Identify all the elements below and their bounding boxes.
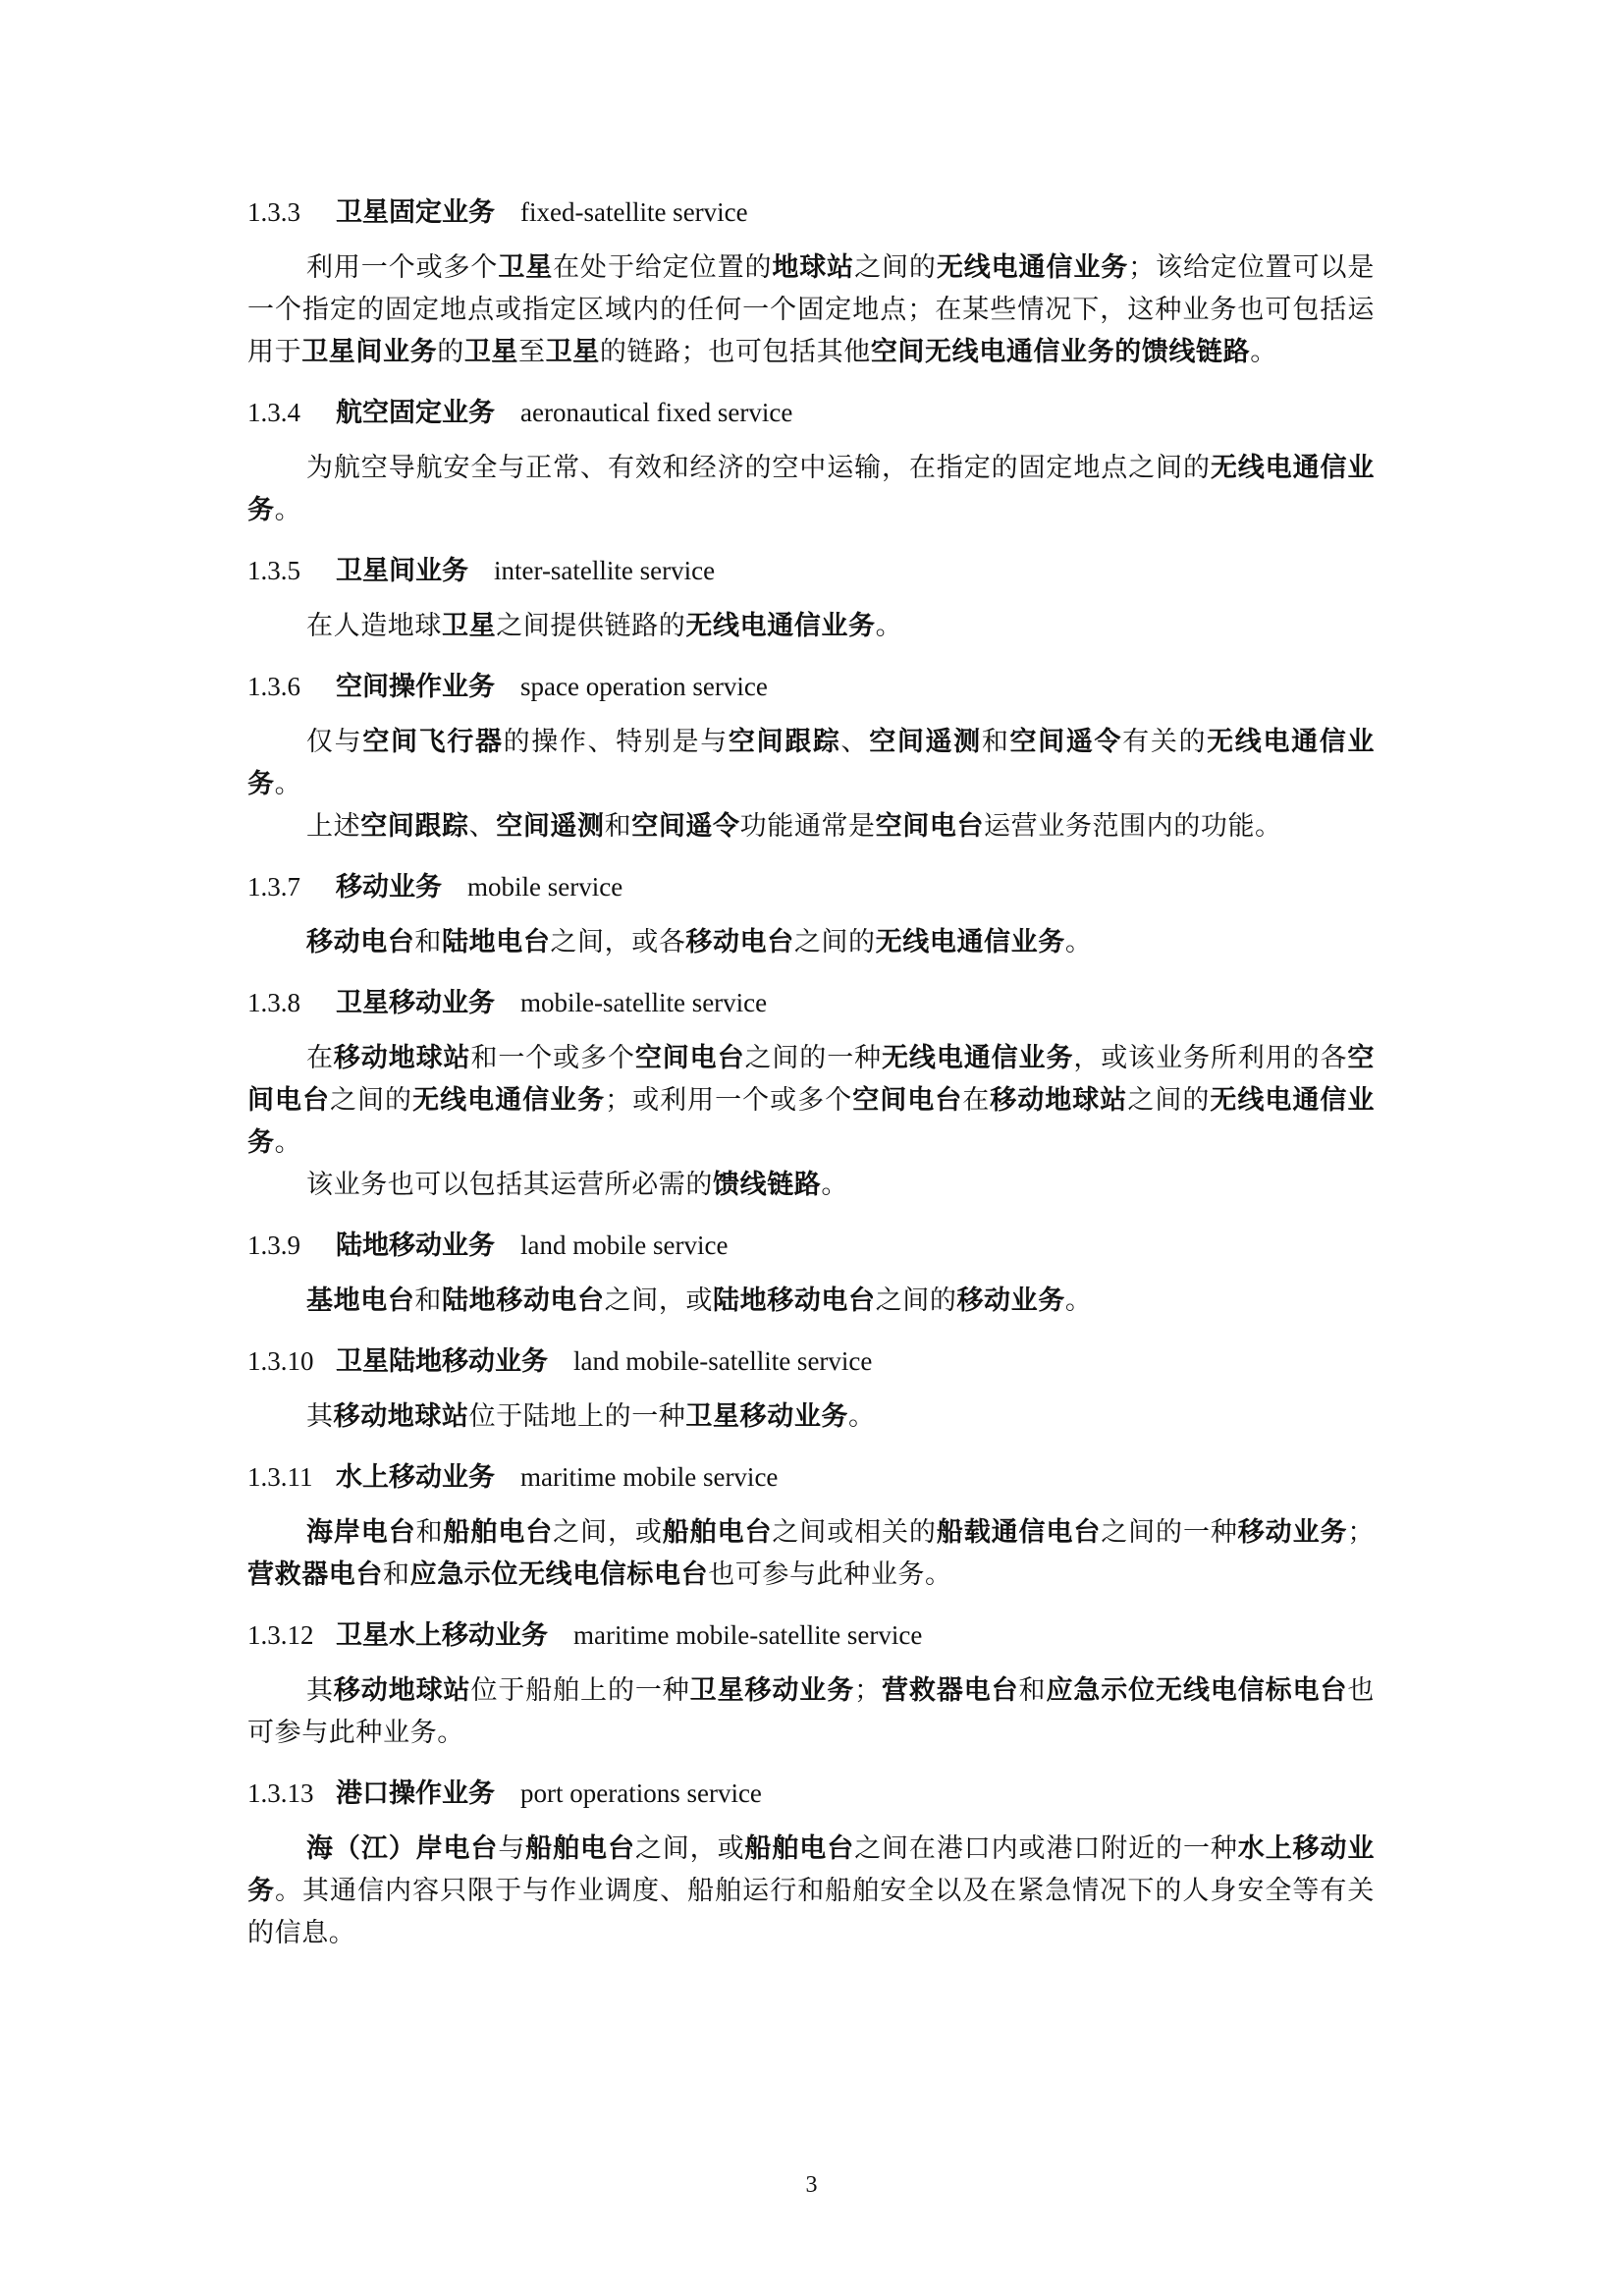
defined-term-reference: 移动电台 [685, 927, 794, 957]
term-english: mobile service [467, 872, 623, 902]
paragraph-text: 也可参与此种业务。 [247, 1675, 1375, 1748]
defined-term-reference: 空间遥测 [869, 727, 982, 757]
entry-heading [247, 1776, 1375, 1812]
entry-number: 1.3.7 [247, 872, 300, 902]
paragraph-text: 和 [415, 1517, 444, 1548]
definition-paragraph [247, 1828, 1375, 1954]
term-chinese: 卫星水上移动业务 [336, 1620, 548, 1651]
paragraph-text: ；该给定位置可以是一个指定的固定地点或指定区域内的任何一个固定地点；在某些情况下，这种业务也可包括运用于 [247, 252, 1375, 367]
defined-term-reference: 海岸电台 [306, 1517, 416, 1548]
paragraph-text: 。 [274, 1127, 302, 1158]
paragraph-text: 位于船舶上的一种 [470, 1675, 690, 1706]
definition-entry [247, 553, 1375, 647]
term-english: inter-satellite service [494, 556, 716, 585]
paragraph-text: 之间的 [330, 1085, 413, 1116]
paragraph-text: 其 [306, 1401, 334, 1432]
entry-number: 1.3.3 [247, 197, 300, 227]
entry-heading [247, 869, 1375, 905]
defined-term-reference: 船舶电台 [662, 1517, 773, 1548]
entry-number: 1.3.8 [247, 988, 300, 1017]
defined-term-reference: 卫星 [545, 337, 600, 367]
entry-heading [247, 985, 1375, 1021]
paragraph-text: 上述 [306, 811, 361, 842]
paragraph-text: 和 [981, 727, 1010, 757]
term-english: maritime mobile-satellite service [573, 1620, 923, 1650]
definition-paragraph [247, 1037, 1375, 1164]
paragraph-text: 之间，或 [604, 1285, 714, 1316]
paragraph-text: 在人造地球 [306, 611, 442, 641]
term-english: aeronautical fixed service [520, 398, 793, 427]
definition-entry [247, 869, 1375, 963]
defined-term-reference: 基地电台 [306, 1285, 415, 1316]
paragraph-text: 仅与 [306, 727, 363, 757]
paragraph-text: 在处于给定位置的 [553, 252, 773, 283]
defined-term-reference: 无线电通信业务 [247, 1085, 1375, 1158]
entry-number: 1.3.12 [247, 1620, 314, 1650]
entry-heading [247, 1228, 1375, 1264]
defined-term-reference: 空间跟踪 [728, 727, 841, 757]
defined-term-reference: 移动业务 [1237, 1517, 1348, 1548]
defined-term-reference: 空间遥令 [1009, 727, 1123, 757]
defined-term-reference: 营救器电台 [881, 1675, 1019, 1706]
paragraph-text: 在 [962, 1085, 991, 1116]
defined-term-reference: 移动地球站 [333, 1675, 471, 1706]
defined-term-reference: 无线电通信业务 [936, 252, 1129, 283]
paragraph-text: 之间的 [793, 927, 876, 957]
entry-heading [247, 553, 1375, 589]
entry-number: 1.3.10 [247, 1346, 314, 1376]
defined-term-reference: 空间电台 [634, 1043, 745, 1073]
paragraph-text: 之间提供链路的 [496, 611, 686, 641]
term-chinese: 陆地移动业务 [336, 1230, 495, 1261]
defined-term-reference: 空间飞行器 [362, 727, 504, 757]
entry-heading [247, 1617, 1375, 1654]
definition-paragraph [247, 605, 1375, 647]
defined-term-reference: 无线电通信业务 [247, 453, 1375, 525]
defined-term-reference: 卫星间业务 [301, 337, 438, 367]
definition-entry [247, 1776, 1375, 1954]
defined-term-reference: 无线电通信业务 [685, 611, 876, 641]
paragraph-text: 、 [468, 811, 497, 842]
defined-term-reference: 水上移动业务 [247, 1833, 1376, 1906]
entry-number: 1.3.6 [247, 672, 300, 701]
paragraph-text: 之间的一种 [744, 1043, 883, 1073]
entry-heading [247, 1459, 1375, 1496]
defined-term-reference: 无线电通信业务 [412, 1085, 606, 1116]
paragraph-text: 其 [306, 1675, 334, 1706]
definition-entry [247, 669, 1375, 847]
paragraph-text: 之间在港口内或港口附近的一种 [854, 1833, 1238, 1864]
paragraph-text: 之间的一种 [1101, 1517, 1238, 1548]
paragraph-text: 和 [1018, 1675, 1047, 1706]
definition-paragraph [247, 447, 1375, 531]
paragraph-text: 和 [383, 1559, 410, 1590]
paragraph-text: ； [1347, 1517, 1376, 1548]
paragraph-text: 的链路；也可包括其他 [599, 337, 871, 367]
paragraph-text: ；或利用一个或多个 [605, 1085, 853, 1116]
defined-term-reference: 营救器电台 [247, 1559, 383, 1590]
paragraph-text: 之间，或 [634, 1833, 745, 1864]
paragraph-text: ，或该业务所利用的各 [1073, 1043, 1348, 1073]
defined-term-reference: 空间电台 [247, 1043, 1376, 1116]
paragraph-text: 之间，或 [553, 1517, 663, 1548]
definition-entry [247, 1228, 1375, 1322]
paragraph-text: 与 [498, 1833, 526, 1864]
defined-term-reference: 应急示位无线电信标电台 [409, 1559, 709, 1590]
paragraph-text: 之间的 [1127, 1085, 1211, 1116]
defined-term-reference: 移动地球站 [333, 1401, 469, 1432]
defined-term-reference: 移动业务 [956, 1285, 1065, 1316]
defined-term-reference: 船载通信电台 [936, 1517, 1102, 1548]
definition-paragraph [247, 721, 1375, 805]
term-chinese: 航空固定业务 [336, 398, 495, 428]
defined-term-reference: 陆地移动电台 [713, 1285, 876, 1316]
term-chinese: 移动业务 [336, 872, 442, 902]
definition-paragraph [247, 1669, 1375, 1754]
definition-entry [247, 395, 1375, 531]
defined-term-reference: 无线电通信业务 [882, 1043, 1074, 1073]
paragraph-text: 和 [414, 927, 443, 957]
term-chinese: 卫星间业务 [336, 556, 468, 586]
paragraph-text: 该业务也可以包括其运营所必需的 [306, 1170, 713, 1200]
defined-term-reference: 移动地球站 [990, 1085, 1128, 1116]
defined-term-reference: 移动电台 [306, 927, 415, 957]
definition-paragraph [247, 921, 1375, 963]
paragraph-text: 。 [848, 1401, 876, 1432]
defined-term-reference: 卫星 [463, 337, 519, 367]
definition-entry [247, 1343, 1375, 1438]
defined-term-reference: 船舶电台 [443, 1517, 554, 1548]
defined-term-reference: 应急示位无线电信标电台 [1046, 1675, 1348, 1706]
definition-paragraph [247, 1164, 1375, 1206]
term-english: port operations service [520, 1778, 762, 1808]
paragraph-text: 的操作、特别是与 [503, 727, 729, 757]
paragraph-text: 之间的 [875, 1285, 957, 1316]
entry-number: 1.3.11 [247, 1462, 313, 1492]
paragraph-text: 也可参与此种业务。 [708, 1559, 952, 1590]
definition-entry [247, 985, 1375, 1206]
paragraph-text: 的 [437, 337, 464, 367]
term-chinese: 卫星陆地移动业务 [336, 1346, 548, 1377]
defined-term-reference: 空间遥测 [496, 811, 605, 842]
definition-entry [247, 194, 1375, 373]
paragraph-text: ； [854, 1675, 882, 1706]
defined-term-reference: 陆地移动电台 [442, 1285, 605, 1316]
definition-paragraph [247, 1395, 1375, 1438]
paragraph-text: 在 [306, 1043, 334, 1073]
definition-paragraph [247, 1280, 1375, 1322]
term-english: fixed-satellite service [520, 197, 748, 227]
paragraph-text: 。 [875, 611, 903, 641]
term-english: land mobile-satellite service [573, 1346, 873, 1376]
term-chinese: 卫星固定业务 [336, 197, 495, 228]
page-number: 3 [805, 2172, 818, 2198]
term-english: space operation service [520, 672, 768, 701]
paragraph-text: 有关的 [1122, 727, 1208, 757]
paragraph-text: 为航空导航安全与正常、有效和经济的空中运输，在指定的固定地点之间的 [306, 453, 1211, 483]
entry-number: 1.3.13 [247, 1778, 314, 1808]
defined-term-reference: 陆地电台 [442, 927, 551, 957]
paragraph-text: 之间，或各 [550, 927, 686, 957]
entry-number: 1.3.5 [247, 556, 300, 585]
defined-term-reference: 地球站 [772, 252, 855, 283]
entry-heading [247, 194, 1375, 231]
paragraph-text: 之间的 [854, 252, 937, 283]
defined-term-reference: 空间无线电通信业务的馈线链路 [870, 337, 1251, 367]
entry-number: 1.3.4 [247, 398, 300, 427]
defined-term-reference: 海（江）岸电台 [306, 1833, 499, 1864]
paragraph-text: 至 [518, 337, 546, 367]
paragraph-text: 位于陆地上的一种 [468, 1401, 686, 1432]
definitions-list [247, 194, 1375, 1976]
definition-paragraph [247, 805, 1375, 847]
term-english: maritime mobile service [520, 1462, 779, 1492]
paragraph-text: 运营业务范围内的功能。 [984, 811, 1282, 842]
paragraph-text: 和 [414, 1285, 443, 1316]
definition-paragraph [247, 1511, 1375, 1596]
entry-heading [247, 669, 1375, 705]
defined-term-reference: 空间电台 [875, 811, 985, 842]
defined-term-reference: 移动地球站 [333, 1043, 471, 1073]
paragraph-text: 和一个或多个 [470, 1043, 635, 1073]
paragraph-text: 。其通信内容只限于与作业调度、船舶运行和船舶安全以及在紧急情况下的人身安全等有关的信息。 [247, 1876, 1375, 1948]
paragraph-text: 和 [604, 811, 632, 842]
entry-heading [247, 395, 1375, 431]
defined-term-reference: 卫星 [498, 252, 554, 283]
defined-term-reference: 空间跟踪 [360, 811, 469, 842]
term-chinese: 港口操作业务 [336, 1778, 495, 1809]
paragraph-text: 。 [1250, 337, 1277, 367]
entry-number: 1.3.9 [247, 1230, 300, 1260]
paragraph-text: 利用一个或多个 [306, 252, 499, 283]
defined-term-reference: 无线电通信业务 [875, 927, 1065, 957]
term-chinese: 空间操作业务 [336, 672, 495, 702]
defined-term-reference: 无线电通信业务 [247, 727, 1376, 799]
entry-heading [247, 1343, 1375, 1380]
defined-term-reference: 卫星移动业务 [685, 1401, 849, 1432]
paragraph-text: 功能通常是 [739, 811, 876, 842]
paragraph-text: 。 [274, 769, 302, 799]
term-english: land mobile service [520, 1230, 729, 1260]
paragraph-text: 之间或相关的 [772, 1517, 937, 1548]
defined-term-reference: 船舶电台 [525, 1833, 635, 1864]
term-english: mobile-satellite service [520, 988, 768, 1017]
paragraph-text: 。 [821, 1170, 849, 1200]
term-chinese: 卫星移动业务 [336, 988, 495, 1018]
defined-term-reference: 空间电台 [852, 1085, 963, 1116]
term-chinese: 水上移动业务 [336, 1462, 495, 1493]
defined-term-reference: 船舶电台 [744, 1833, 855, 1864]
defined-term-reference: 卫星移动业务 [689, 1675, 855, 1706]
defined-term-reference: 卫星 [442, 611, 497, 641]
definition-entry [247, 1617, 1375, 1754]
defined-term-reference: 馈线链路 [713, 1170, 822, 1200]
paragraph-text: 。 [1064, 1285, 1093, 1316]
paragraph-text: 。 [1064, 927, 1093, 957]
paragraph-text: 、 [840, 727, 870, 757]
defined-term-reference: 空间遥令 [631, 811, 740, 842]
definition-entry [247, 1459, 1375, 1596]
definition-paragraph [247, 246, 1375, 373]
paragraph-text: 。 [274, 495, 302, 525]
